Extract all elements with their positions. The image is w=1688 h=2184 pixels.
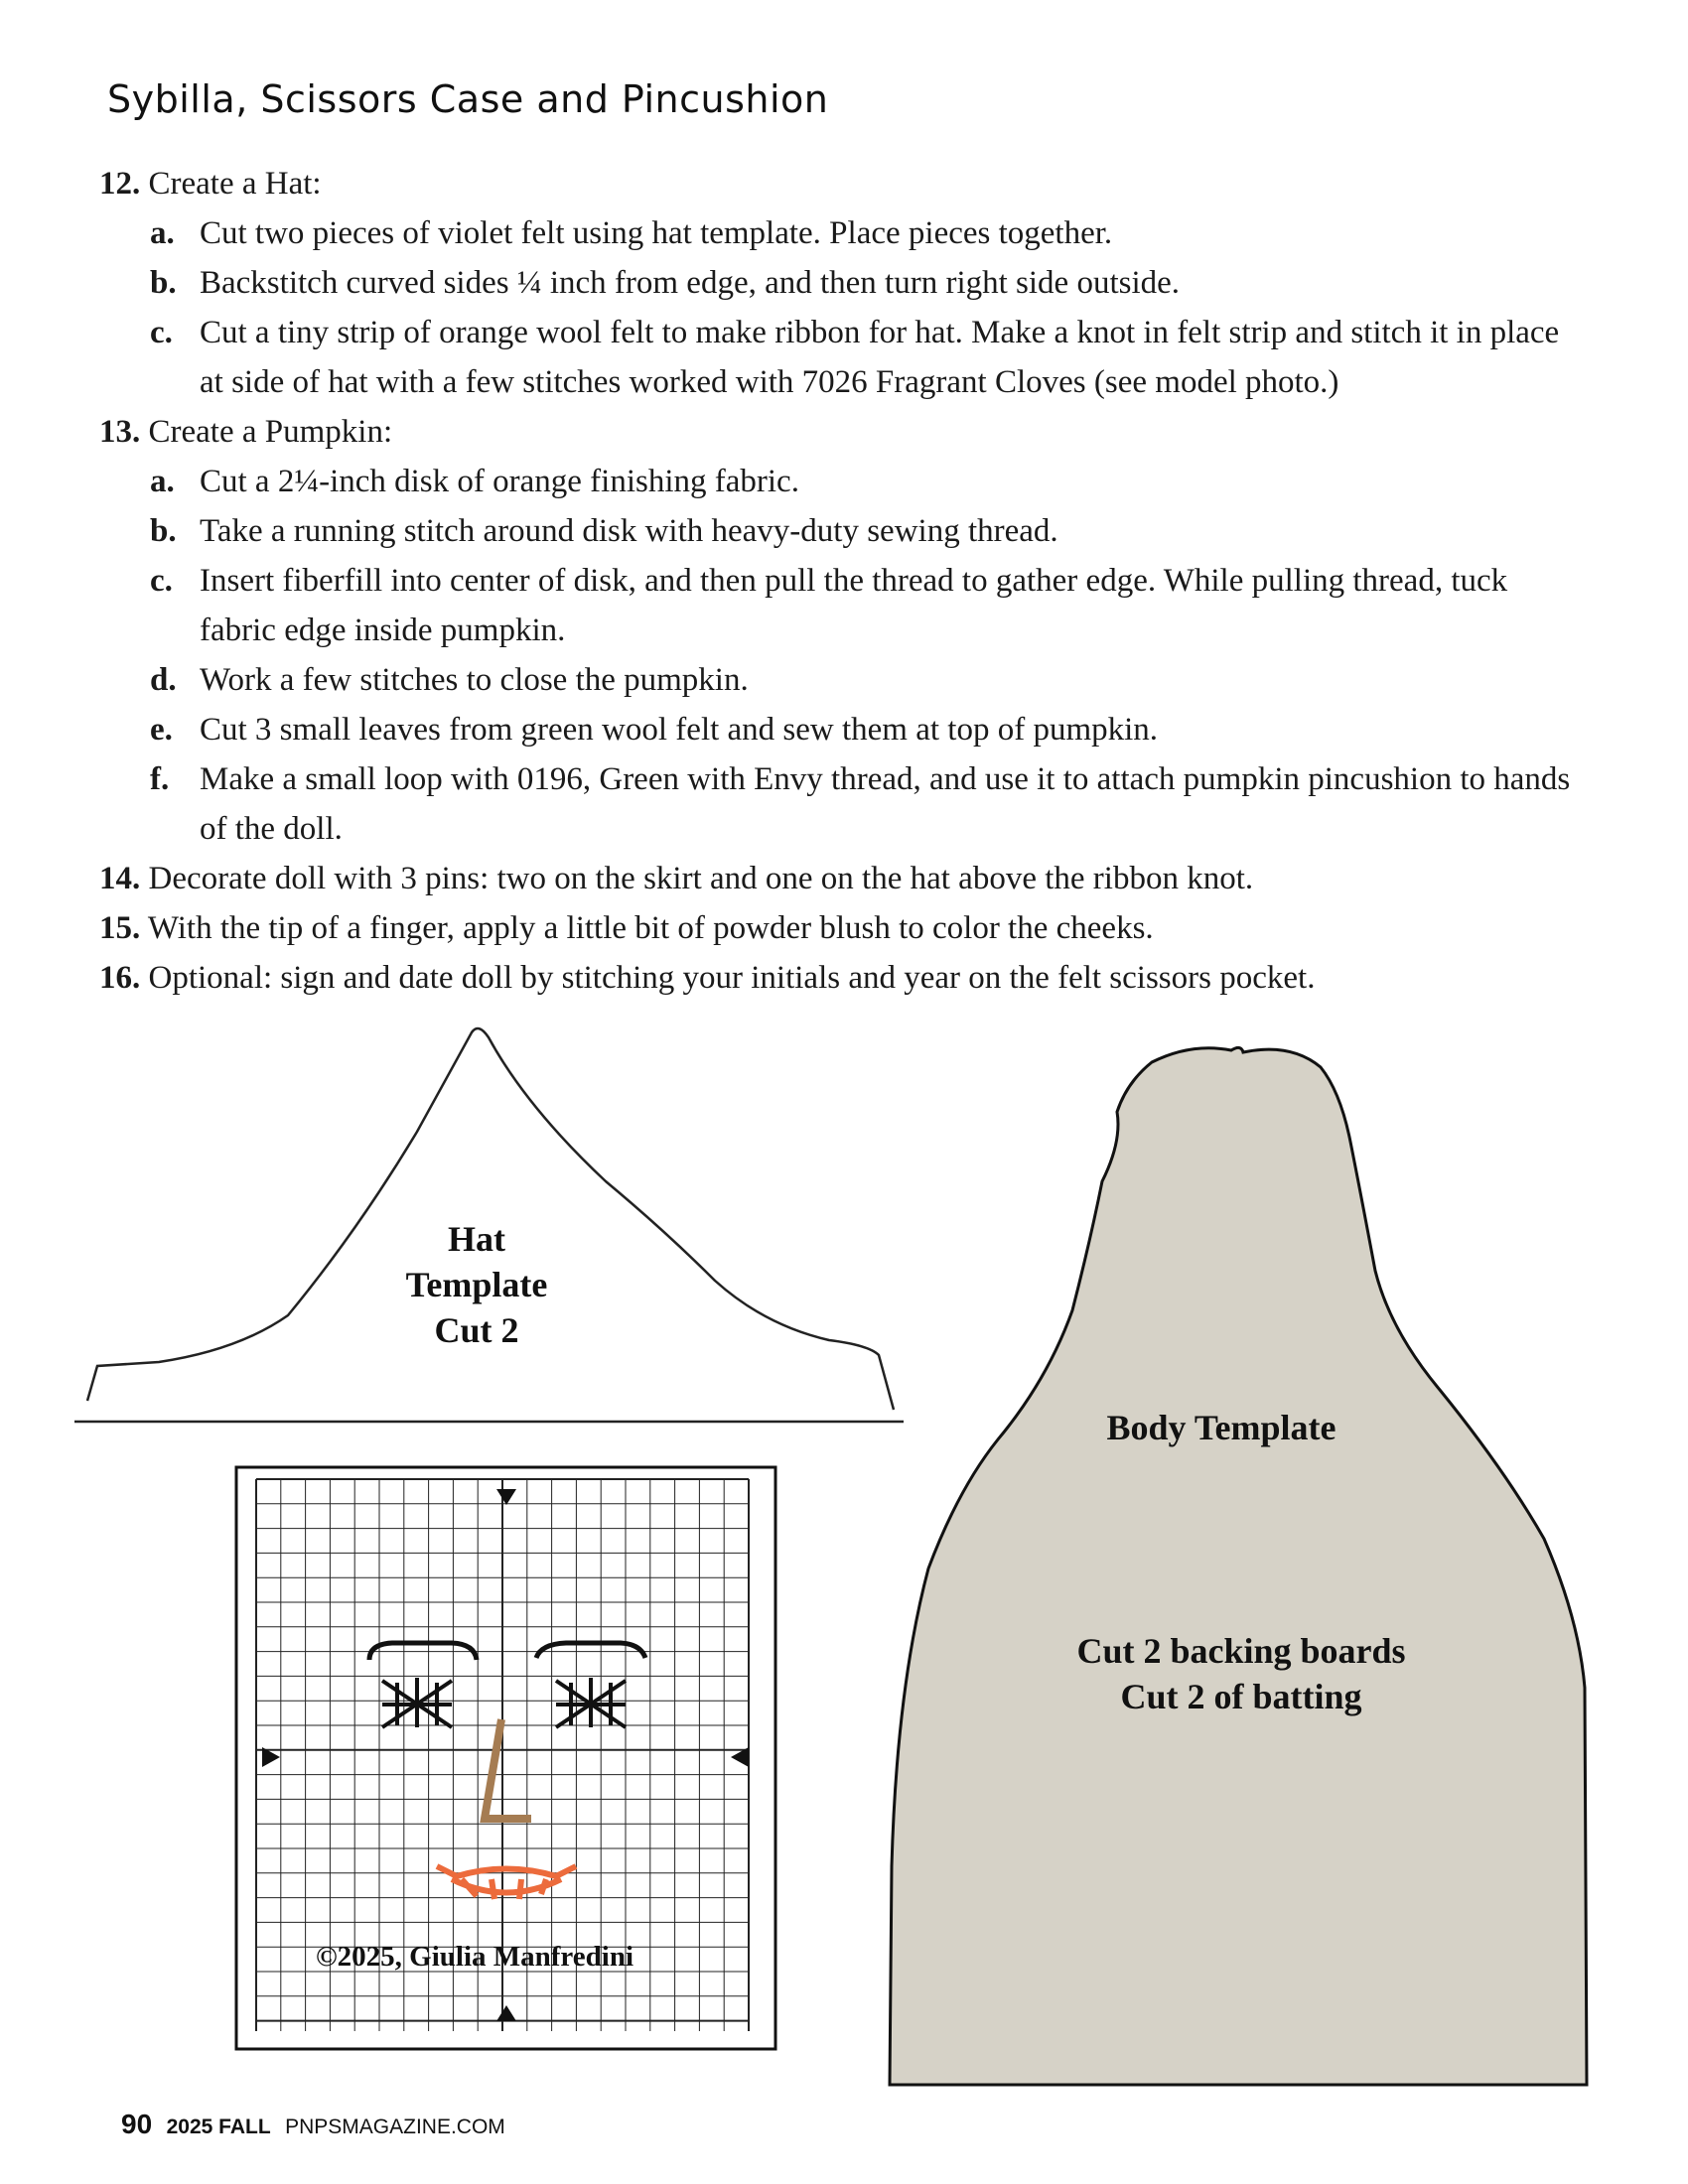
step-text: Optional: sign and date doll by stitching your initials and year on the felt scissors pocket. bbox=[148, 960, 1316, 996]
sub-step-line: Make a small loop with 0196, Green with Envy thread, and use it to attach pumpkin pincushion to hands bbox=[200, 761, 1571, 797]
sub-step-letter: a. bbox=[150, 464, 175, 499]
sub-step-letter: c. bbox=[150, 563, 173, 599]
hat-label-line1: Hat bbox=[448, 1219, 505, 1259]
sub-step-line: Cut a 2¼-inch disk of orange finishing fabric. bbox=[200, 464, 799, 499]
sub-step-line: Cut two pieces of violet felt using hat template. Place pieces together. bbox=[200, 215, 1113, 251]
hat-label-line3: Cut 2 bbox=[434, 1310, 519, 1350]
step-number: 15. bbox=[99, 910, 141, 946]
body-template-shape bbox=[890, 1047, 1587, 2085]
sub-step-letter: a. bbox=[150, 215, 175, 251]
sub-step-letter: b. bbox=[150, 513, 177, 549]
hat-label-line2: Template bbox=[405, 1265, 548, 1304]
sub-step-letter: f. bbox=[150, 761, 170, 797]
sub-step-line: at side of hat with a few stitches worked with 7026 Fragrant Cloves (see model photo.) bbox=[200, 364, 1339, 400]
sub-step-letter: b. bbox=[150, 265, 177, 301]
step-number: 14. bbox=[99, 861, 141, 896]
page-header-title: Sybilla, Scissors Case and Pincushion bbox=[107, 77, 829, 121]
sub-step-line: fabric edge inside pumpkin. bbox=[200, 613, 566, 648]
sub-step-line: of the doll. bbox=[200, 811, 343, 847]
chart-copyright: ©2025, Giulia Manfredini bbox=[316, 1941, 634, 1973]
sub-step-line: Take a running stitch around disk with heavy-duty sewing thread. bbox=[200, 513, 1058, 549]
sub-step-letter: e. bbox=[150, 712, 173, 748]
step-number: 12. bbox=[99, 166, 141, 202]
hat-template-label bbox=[377, 1216, 576, 1353]
step-text: With the tip of a finger, apply a little bit of powder blush to color the cheeks. bbox=[147, 910, 1154, 946]
sub-step-line: Backstitch curved sides ¼ inch from edge, and then turn right side outside. bbox=[200, 265, 1181, 301]
body-template-cut-instructions bbox=[1013, 1628, 1470, 1719]
sub-step-letter: d. bbox=[150, 662, 177, 698]
step-number: 16. bbox=[99, 960, 141, 996]
page-number: 90 bbox=[121, 2109, 153, 2139]
issue-season: 2025 FALL bbox=[166, 2116, 271, 2138]
step-text: Create a Hat: bbox=[148, 166, 322, 202]
step-text: Create a Pumpkin: bbox=[148, 414, 393, 450]
body-cut-line2: Cut 2 of batting bbox=[1120, 1677, 1362, 1716]
sub-step-line: Cut 3 small leaves from green wool felt and sew them at top of pumpkin. bbox=[200, 712, 1159, 748]
sub-step-line: Cut a tiny strip of orange wool felt to make ribbon for hat. Make a knot in felt strip and stitch it in place bbox=[200, 315, 1560, 350]
body-template-title: Body Template bbox=[1106, 1408, 1336, 1447]
sub-step-line: Insert fiberfill into center of disk, and then pull the thread to gather edge. While pulling thread, tuck bbox=[200, 563, 1508, 599]
body-cut-line1: Cut 2 backing boards bbox=[1076, 1631, 1406, 1671]
page-footer bbox=[121, 2109, 505, 2140]
magazine-site: PNPSMAGAZINE.COM bbox=[285, 2116, 505, 2138]
step-number: 13. bbox=[99, 414, 141, 450]
step-text: Decorate doll with 3 pins: two on the skirt and one on the hat above the ribbon knot. bbox=[148, 861, 1254, 896]
sub-step-letter: c. bbox=[150, 315, 173, 350]
sub-step-line: Work a few stitches to close the pumpkin. bbox=[200, 662, 749, 698]
